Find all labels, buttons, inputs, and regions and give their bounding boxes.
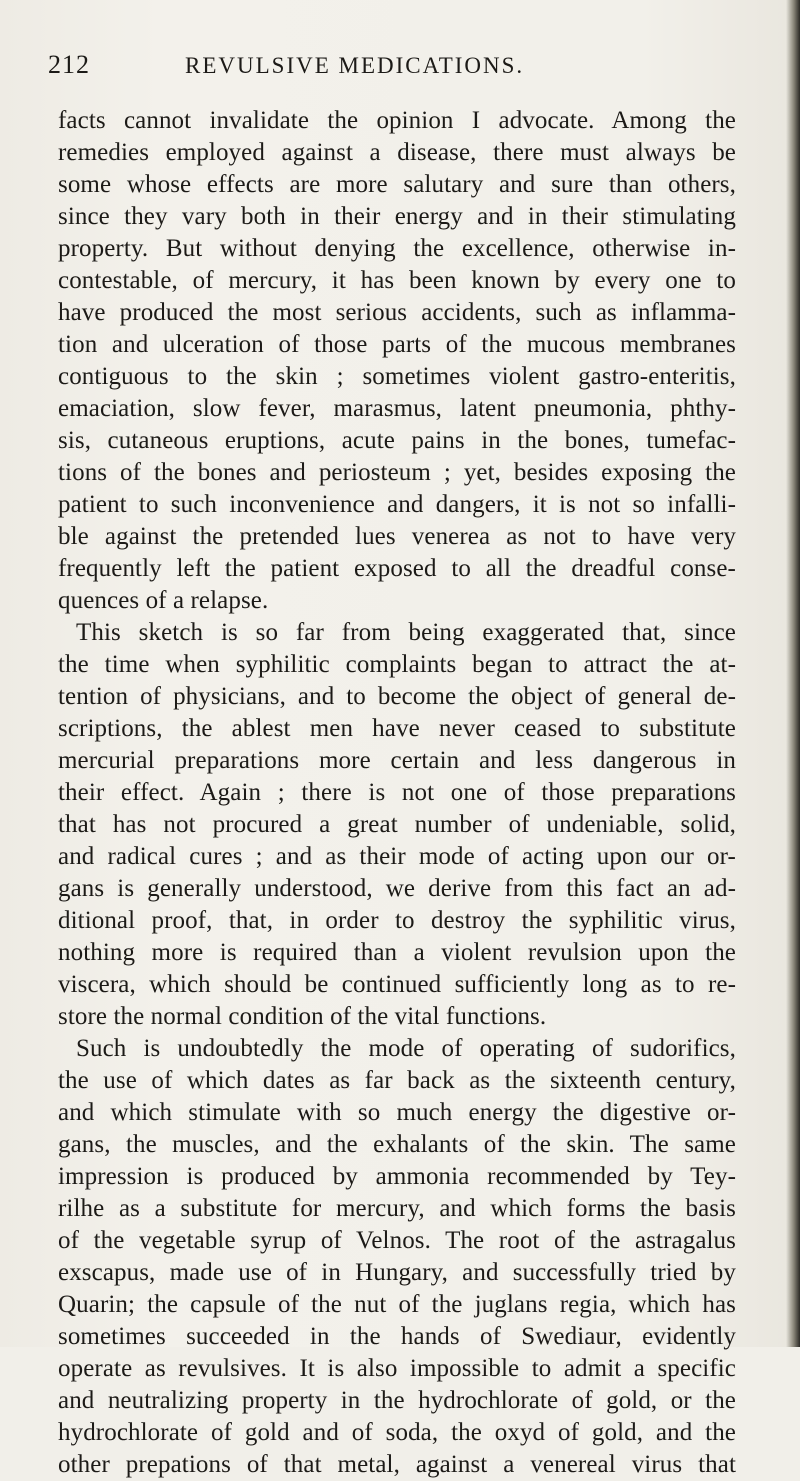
text-line: quences of a relapse. [58, 587, 269, 614]
text-line: impression is produced by ammonia recommended by Tey- [58, 1163, 736, 1190]
text-line: gans, the muscles, and the exhalants of the skin. The same [58, 1131, 736, 1158]
text-line: emaciation, slow fever, marasmus, latent pneumonia, phthy- [58, 395, 736, 422]
page-edge-shadow [786, 0, 800, 1347]
text-line: and neutralizing property in the hydrochlorate of gold, or the [58, 1387, 736, 1414]
text-line: and radical cures ; and as their mode of acting upon our or- [58, 843, 736, 870]
text-line: have produced the most serious accidents, such as inflamma- [58, 299, 736, 326]
text-line: their effect. Again ; there is not one of those preparations [58, 779, 736, 806]
text-line: contiguous to the skin ; sometimes violent gastro-enteritis, [58, 363, 736, 390]
text-line: gans is generally understood, we derive from this fact an ad- [58, 875, 736, 902]
body-text [58, 105, 736, 1481]
running-head: REVULSIVE MEDICATIONS. [185, 53, 525, 78]
text-line: scriptions, the ablest men have never ceased to substitute [58, 715, 736, 742]
text-line: Such is undoubtedly the mode of operating of sudorifics, [76, 1035, 736, 1062]
text-line: of the vegetable syrup of Velnos. The root of the astragalus [58, 1227, 736, 1254]
text-line: since they vary both in their energy and in their stimulating [58, 203, 736, 230]
text-line: operate as revulsives. It is also impossible to admit a specific [58, 1355, 736, 1382]
text-line: some whose effects are more salutary and sure than others, [58, 171, 736, 198]
text-line: sis, cutaneous eruptions, acute pains in the bones, tumefac- [58, 427, 736, 454]
text-line: sometimes succeeded in the hands of Swediaur, evidently [58, 1323, 736, 1350]
text-line: patient to such inconvenience and dangers, it is not so infalli- [58, 491, 736, 518]
text-line: property. But without denying the excellence, otherwise in- [58, 235, 736, 262]
text-line: hydrochlorate of gold and of soda, the oxyd of gold, and the [58, 1419, 736, 1446]
text-line: store the normal condition of the vital functions. [58, 1003, 547, 1030]
text-line: tion and ulceration of those parts of the mucous membranes [58, 331, 736, 358]
text-line: other prepations of that metal, against a venereal virus that [58, 1451, 736, 1478]
text-line: ditional proof, that, in order to destroy the syphilitic virus, [58, 907, 736, 934]
text-line: tention of physicians, and to become the object of general de- [58, 683, 736, 710]
text-line: frequently left the patient exposed to all the dreadful conse- [58, 555, 736, 582]
text-line: Quarin; the capsule of the nut of the juglans regia, which has [58, 1291, 736, 1318]
page-header [48, 50, 708, 80]
text-line: exscapus, made use of in Hungary, and successfully tried by [58, 1259, 736, 1286]
text-line: rilhe as a substitute for mercury, and which forms the basis [58, 1195, 736, 1222]
text-line: nothing more is required than a violent revulsion upon the [58, 939, 736, 966]
page-number: 212 [48, 50, 90, 79]
text-line: remedies employed against a disease, there must always be [58, 139, 736, 166]
text-line: tions of the bones and periosteum ; yet, besides exposing the [58, 459, 736, 486]
text-line: the use of which dates as far back as the sixteenth century, [58, 1067, 736, 1094]
text-line: viscera, which should be continued sufficiently long as to re- [58, 971, 736, 998]
text-line: and which stimulate with so much energy the digestive or- [58, 1099, 736, 1126]
text-line: This sketch is so far from being exaggerated that, since [76, 619, 736, 646]
text-line: ble against the pretended lues venerea as not to have very [58, 523, 736, 550]
text-line: the time when syphilitic complaints began to attract the at- [58, 651, 736, 678]
text-line: contestable, of mercury, it has been known by every one to [58, 267, 736, 294]
text-line: that has not procured a great number of undeniable, solid, [58, 811, 736, 838]
text-line: mercurial preparations more certain and less dangerous in [58, 747, 736, 774]
text-line: facts cannot invalidate the opinion I advocate. Among the [58, 107, 736, 134]
